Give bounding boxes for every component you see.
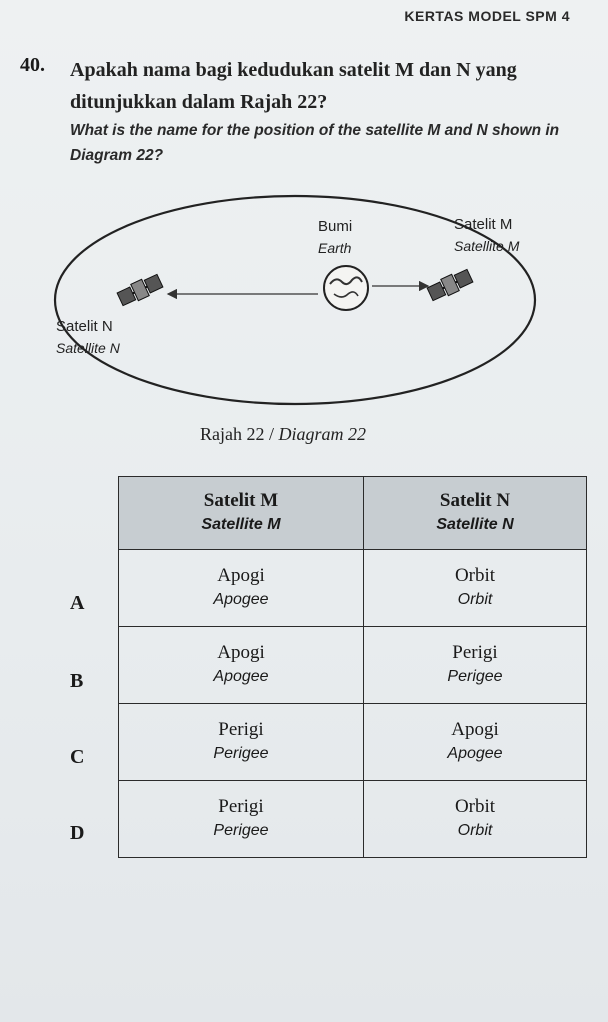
- satellite-n-icon: [116, 273, 163, 308]
- satellite-m-label-english: Satellite M: [454, 238, 520, 254]
- earth-icon: [324, 266, 368, 310]
- option-letter-b[interactable]: B: [70, 670, 84, 692]
- option-letter-c[interactable]: C: [70, 746, 85, 768]
- satellite-n-label-english: Satellite N: [56, 340, 120, 356]
- question-text-english: What is the name for the position of the satellite M and N shown in Diagram 22?: [70, 122, 560, 164]
- caption-separator: /: [264, 424, 279, 444]
- cell-m: [119, 627, 364, 704]
- cell-m: [119, 704, 364, 781]
- option-row-b[interactable]: [119, 627, 587, 704]
- cell-m-english: Perigee: [213, 745, 269, 762]
- cell-n: [364, 550, 587, 627]
- cell-n-english: Apogee: [447, 745, 503, 762]
- satellite-n-label-malay: Satelit N: [56, 318, 113, 335]
- earth-label-english: Earth: [318, 240, 352, 256]
- cell-n-malay: Apogi: [451, 719, 499, 740]
- option-row-a[interactable]: [119, 550, 587, 627]
- caption-malay: Rajah 22: [200, 424, 265, 444]
- cell-m-malay: Perigi: [218, 719, 264, 740]
- header-satellite-n: [364, 477, 587, 550]
- cell-m-english: Apogee: [213, 668, 269, 685]
- answer-options-table: [118, 476, 587, 858]
- satellite-m-label-malay: Satelit M: [454, 216, 513, 233]
- option-row-d[interactable]: [119, 781, 587, 858]
- cell-n-malay: Orbit: [454, 796, 496, 817]
- cell-m-malay: Perigi: [218, 796, 264, 817]
- table-header-row: [119, 477, 587, 550]
- satellite-m-icon: [426, 268, 473, 303]
- header-satellite-m: [119, 477, 364, 550]
- cell-m-english: Perigee: [213, 822, 269, 839]
- cell-m: [119, 781, 364, 858]
- cell-m: [119, 550, 364, 627]
- header-n-malay: Satelit N: [439, 490, 511, 511]
- option-letter-d[interactable]: D: [70, 822, 85, 844]
- cell-n: [364, 627, 587, 704]
- cell-n-malay: Orbit: [454, 565, 496, 586]
- header-m-english: Satellite M: [201, 516, 281, 533]
- option-row-c[interactable]: [119, 704, 587, 781]
- cell-m-malay: Apogi: [217, 642, 265, 663]
- cell-n: [364, 704, 587, 781]
- header-n-english: Satellite N: [436, 516, 514, 533]
- earth-label-malay: Bumi: [318, 218, 353, 235]
- cell-n-english: Orbit: [457, 822, 493, 839]
- cell-n-english: Orbit: [457, 591, 493, 608]
- diagram-caption: [200, 424, 366, 445]
- cell-m-english: Apogee: [213, 591, 269, 608]
- orbit-diagram: [50, 190, 570, 420]
- cell-n-malay: Perigi: [452, 642, 498, 663]
- cell-m-malay: Apogi: [217, 565, 265, 586]
- paper-header: KERTAS MODEL SPM 4: [404, 8, 570, 24]
- header-m-malay: Satelit M: [203, 490, 279, 511]
- option-letter-a[interactable]: A: [70, 592, 85, 614]
- question-number: 40.: [20, 54, 45, 76]
- caption-english: Diagram 22: [278, 424, 367, 444]
- question-text-malay: Apakah nama bagi kedudukan satelit M dan N yang ditunjukkan dalam Rajah 22?: [70, 59, 517, 113]
- cell-n-english: Perigee: [447, 668, 503, 685]
- cell-n: [364, 781, 587, 858]
